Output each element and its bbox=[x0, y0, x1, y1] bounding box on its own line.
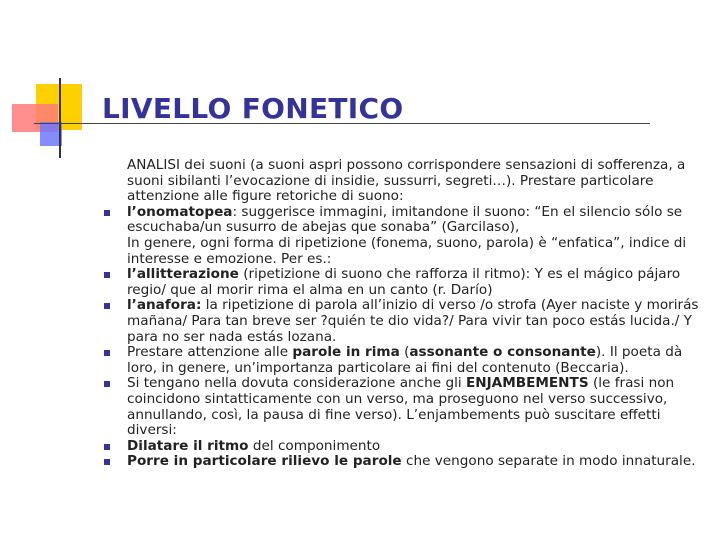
emphasis-text: Porre in particolare rilievo le parole bbox=[127, 453, 402, 470]
paragraph bbox=[100, 454, 702, 470]
bullet-icon bbox=[104, 381, 110, 387]
paragraph bbox=[100, 267, 702, 298]
paragraph-text: ( bbox=[399, 344, 410, 361]
paragraph bbox=[100, 298, 702, 345]
bullet-icon bbox=[104, 272, 110, 278]
slide-body bbox=[100, 158, 702, 470]
slide-title: LIVELLO FONETICO bbox=[102, 92, 404, 125]
emphasis-text: l’anafora: bbox=[127, 297, 202, 314]
paragraph-text: In genere, ogni forma di ripetizione (fonema, suono, parola) è “enfatica”, indice di interesse e emozione. Per es.: bbox=[127, 234, 687, 267]
decor-vertical-line bbox=[59, 78, 61, 158]
emphasis-text: assonante o consonante bbox=[409, 344, 596, 361]
paragraph bbox=[100, 376, 702, 438]
emphasis-text: Dilatare il ritmo bbox=[127, 437, 249, 454]
paragraph-text: che vengono separate in modo innaturale. bbox=[401, 453, 696, 470]
emphasis-text: parole in rima bbox=[292, 344, 400, 361]
paragraph-text: (ripetizione di suono che rafforza il ritmo): Y es el mágico pájaro regio/ que al morir rima el alma en un canto (r. Darío) bbox=[127, 266, 681, 298]
paragraph-text: Si tengano nella dovuta considerazione anche gli bbox=[127, 375, 466, 392]
paragraph-text: la ripetizione di parola all’inizio di verso /o strofa (Ayer naciste y morirás mañana/ Para tan breve ser ?quién te dio vida?/ Para vivir tan poco estás lucida./ Y para no ser nada estás lozana. bbox=[127, 297, 699, 345]
paragraph-text: (a suoni aspri possono corrispondere sensazioni di sofferenza, a suoni sibilanti l’evocazione di insidie, sussurri, segreti…). Prestare particolare attenzione alle figure retoriche di suono: bbox=[127, 157, 686, 205]
emphasis-text: l’allitterazione bbox=[127, 266, 239, 283]
paragraph bbox=[100, 345, 702, 376]
paragraph-text: ANALISI dei suoni bbox=[127, 157, 246, 173]
paragraph-text: (le frasi non coincidono sintatticamente con un verso, ma proseguono nel verso successivo, annullando, così, la pausa di fine verso). L’enjambements può suscitare effetti diversi: bbox=[127, 375, 675, 439]
paragraph-text: ). Il poeta dà loro, in genere, un’importanza particolare ai fini del contenuto (Beccaria). bbox=[127, 344, 683, 376]
paragraph bbox=[100, 205, 702, 236]
paragraph-text: del componimento bbox=[248, 437, 381, 454]
bullet-icon bbox=[104, 444, 110, 450]
emphasis-text: ENJAMBEMENTS bbox=[465, 375, 589, 392]
bullet-icon bbox=[104, 459, 110, 465]
bullet-icon bbox=[104, 303, 110, 309]
paragraph bbox=[100, 158, 702, 205]
paragraph-text: : suggerisce immagini, imitandone il suono: “En el silencio sólo se escuchaba/un susurro de abejas que sonaba” (Garcilaso), bbox=[127, 203, 683, 236]
bullet-icon bbox=[104, 210, 110, 216]
paragraph bbox=[100, 439, 702, 455]
bullet-icon bbox=[104, 350, 110, 356]
paragraph-text: Prestare attenzione alle bbox=[127, 344, 293, 361]
paragraph bbox=[100, 236, 702, 267]
emphasis-text: l’onomatopea bbox=[127, 203, 233, 220]
